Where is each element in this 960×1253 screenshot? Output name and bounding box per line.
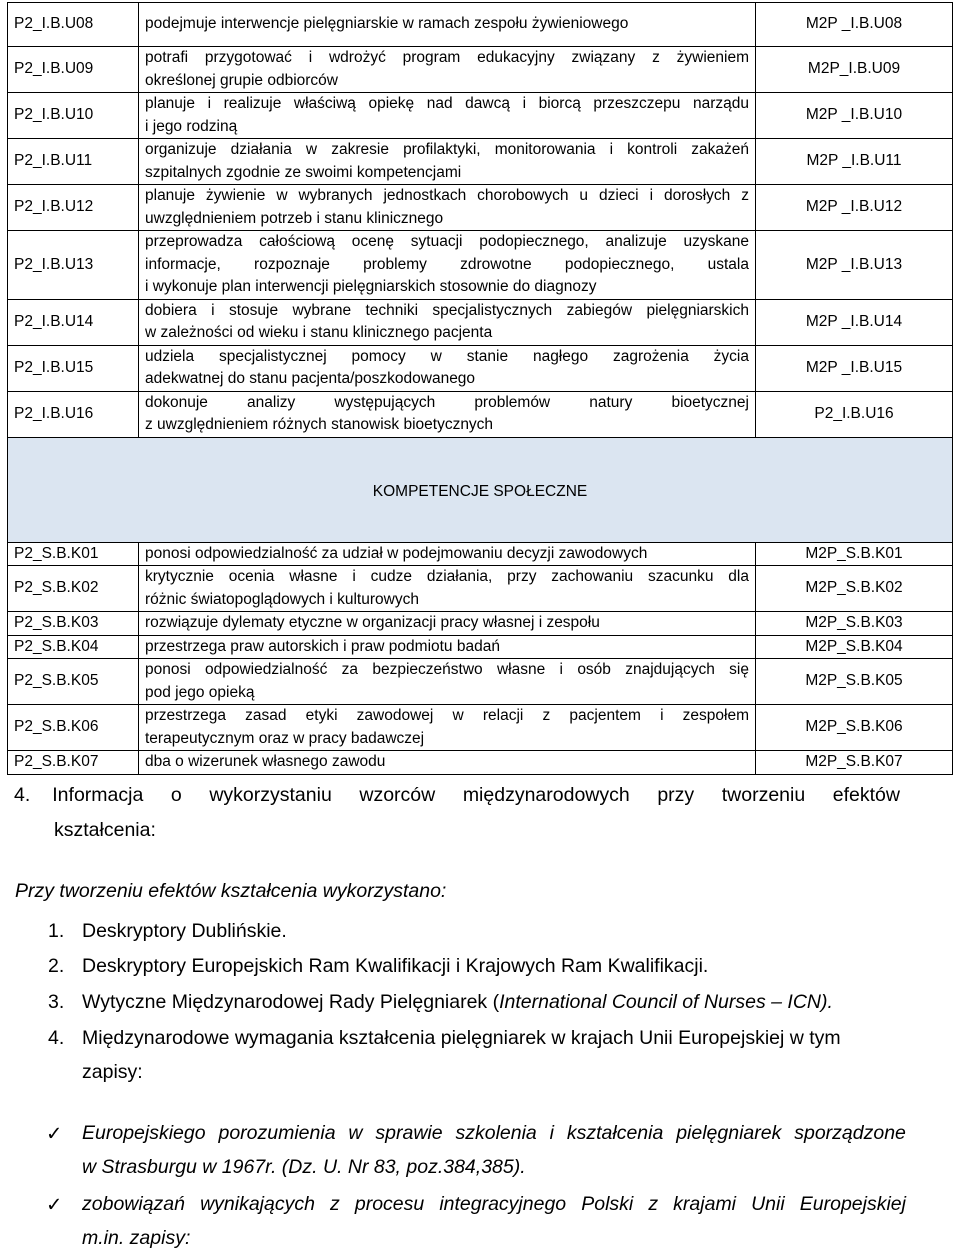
outcome-code: P2_I.B.U09	[8, 47, 139, 93]
outcome-code: P2_I.B.U13	[8, 231, 139, 300]
outcome-description	[139, 391, 756, 437]
outcome-reference: M2P _I.B.U11	[756, 139, 953, 185]
outcome-code: P2_S.B.K06	[8, 705, 139, 751]
description-line: adekwatnej do stanu pacjenta/poszkodowanego	[145, 370, 476, 387]
description-line: informacje, rozpoznaje problemy zdrowotne podopiecznego, ustala	[145, 255, 749, 273]
outcome-description	[139, 185, 756, 231]
outcome-code: P2_S.B.K04	[8, 635, 139, 659]
table-row	[8, 542, 953, 566]
description-line: różnic światopoglądowych i kulturowych	[145, 590, 419, 608]
list-text: Międzynarodowe wymagania kształcenia pielęgniarek w krajach Unii Europejskiej w tym	[82, 1027, 841, 1049]
outcome-code: P2_S.B.K02	[8, 566, 139, 612]
word: wynikających	[200, 1193, 315, 1215]
description-line: przeprowadza całościową ocenę sytuacji podopiecznego, analizuje uzyskane	[145, 233, 749, 250]
outcome-description	[139, 542, 756, 566]
outcome-description	[139, 3, 756, 47]
list-number: 4.	[48, 1027, 65, 1049]
outcome-description	[139, 751, 756, 775]
outcome-description	[139, 705, 756, 751]
check-text-line1	[82, 1193, 906, 1216]
outcome-code: P2_S.B.K07	[8, 751, 139, 775]
description-line: planuje i realizuje właściwą opiekę nad dawcą i biorcą przeszczepu narządu	[145, 95, 749, 112]
word: krajami	[673, 1193, 737, 1215]
outcome-reference: P2_I.B.U16	[756, 391, 953, 437]
word: z	[330, 1193, 340, 1215]
outcome-reference: M2P_S.B.K04	[756, 635, 953, 659]
list-text: Wytyczne Międzynarodowej Rady Pielęgniarek (	[82, 991, 500, 1013]
check-text-line1	[82, 1122, 906, 1145]
outcome-description	[139, 345, 756, 391]
heading-word: o	[170, 784, 182, 806]
word: Europejskiego	[82, 1122, 206, 1144]
outcome-description	[139, 612, 756, 636]
heading-word: międzynarodowych	[462, 784, 630, 806]
list-text-italic: International Council of Nurses – ICN).	[499, 991, 833, 1013]
table-row	[8, 185, 953, 231]
outcome-code: P2_S.B.K01	[8, 542, 139, 566]
outcome-code: P2_S.B.K03	[8, 612, 139, 636]
word: porozumienia	[218, 1122, 336, 1144]
word: integracyjnego	[439, 1193, 567, 1215]
outcome-code: P2_I.B.U10	[8, 93, 139, 139]
description-line: uwzględnieniem potrzeb i stanu klinicznego	[145, 209, 444, 227]
list-text-continued: zapisy:	[82, 1061, 143, 1083]
description-line: dba o wizerunek własnego zawodu	[145, 753, 386, 770]
outcome-description	[139, 299, 756, 345]
section-4-heading-line1	[14, 784, 900, 812]
outcome-reference: M2P _I.B.U13	[756, 231, 953, 300]
description-line: w zależności od wieku i stanu klinicznego pacjenta	[145, 324, 493, 341]
word: zobowiązań	[82, 1193, 185, 1215]
word: sprawie	[375, 1122, 443, 1144]
word: Polski	[581, 1193, 634, 1215]
word: kształcenia	[566, 1122, 664, 1144]
description-line: ponosi odpowiedzialność za udział w podejmowaniu decyzji zawodowych	[145, 544, 648, 562]
check-text-line2: m.in. zapisy:	[82, 1227, 191, 1249]
list-item	[48, 955, 708, 978]
table-row	[8, 612, 953, 636]
description-line: przestrzega zasad etyki zawodowej w relacji z pacjentem i zespołem	[145, 707, 749, 724]
outcome-code: P2_I.B.U11	[8, 139, 139, 185]
table-row	[8, 566, 953, 612]
description-line: i wykonuje plan interwencji pielęgniarskich stosownie do diagnozy	[145, 278, 597, 295]
description-line: przestrzega praw autorskich i praw podmiotu badań	[145, 637, 500, 655]
section-header: KOMPETENCJE SPOŁECZNE	[8, 437, 953, 542]
heading-word: tworzeniu	[721, 784, 806, 806]
list-number: 2.	[48, 955, 65, 977]
table-row	[8, 635, 953, 659]
word: pielęgniarek	[676, 1122, 782, 1144]
outcome-description	[139, 566, 756, 612]
description-line: pod jego opieką	[145, 683, 255, 701]
description-line: z uwzględnieniem różnych stanowisk bioetycznych	[145, 416, 494, 433]
description-line: dokonuje analizy występujących problemów natury bioetycznej	[145, 393, 749, 411]
section-number: 4.	[14, 784, 31, 806]
outcome-description	[139, 231, 756, 300]
table-row	[8, 139, 953, 185]
word: z	[648, 1193, 659, 1215]
table-row	[8, 345, 953, 391]
heading-words	[52, 784, 900, 812]
description-line: krytycznie ocenia własne i cudze działania, przy zachowaniu szacunku dla	[145, 568, 749, 585]
table-row	[8, 751, 953, 775]
outcome-reference: M2P_S.B.K01	[756, 542, 953, 566]
outcome-description	[139, 47, 756, 93]
heading-word: Informacja	[52, 784, 144, 806]
outcome-reference: M2P_S.B.K07	[756, 751, 953, 775]
section-header-row	[8, 437, 953, 542]
outcome-code: P2_I.B.U14	[8, 299, 139, 345]
section-4-heading-line2: kształcenia:	[54, 819, 156, 841]
outcome-description	[139, 93, 756, 139]
list-item	[48, 920, 287, 943]
description-line: planuje żywienie w wybranych jednostkach chorobowych u dzieci i dorosłych z	[145, 187, 749, 204]
heading-word: przy	[657, 784, 695, 806]
outcome-code: P2_I.B.U16	[8, 391, 139, 437]
outcome-reference: M2P_I.B.U09	[756, 47, 953, 93]
description-line: szpitalnych zgodnie ze swoimi kompetencjami	[145, 163, 462, 181]
table-row	[8, 3, 953, 47]
outcome-reference: M2P _I.B.U08	[756, 3, 953, 47]
description-line: terapeutycznym oraz w pracy badawczej	[145, 729, 425, 747]
check-text-line2: w Strasburgu w 1967r. (Dz. U. Nr 83, poz.384,385).	[82, 1156, 526, 1178]
description-line: podejmuje interwencje pielęgniarskie w ramach zespołu żywieniowego	[145, 15, 629, 33]
outcome-reference: M2P_S.B.K02	[756, 566, 953, 612]
outcomes-table	[7, 2, 953, 775]
outcome-reference: M2P_S.B.K03	[756, 612, 953, 636]
section-4-heading	[14, 784, 900, 842]
table-row	[8, 659, 953, 705]
outcome-code: P2_I.B.U12	[8, 185, 139, 231]
list-number: 1.	[48, 920, 65, 942]
table-row	[8, 231, 953, 300]
outcome-reference: M2P _I.B.U12	[756, 185, 953, 231]
word: szkolenia	[455, 1122, 537, 1144]
word: i	[549, 1122, 554, 1144]
outcome-description	[139, 659, 756, 705]
outcome-code: P2_S.B.K05	[8, 659, 139, 705]
outcome-reference: M2P_S.B.K06	[756, 705, 953, 751]
heading-word: wykorzystaniu	[209, 784, 332, 806]
outcome-code: P2_I.B.U08	[8, 3, 139, 47]
description-line: i jego rodziną	[145, 117, 238, 135]
word: procesu	[354, 1193, 425, 1215]
word: sporządzone	[794, 1122, 906, 1144]
heading-word: wzorców	[359, 784, 436, 806]
outcome-reference: M2P _I.B.U10	[756, 93, 953, 139]
outcome-reference: M2P_S.B.K05	[756, 659, 953, 705]
list-text: Deskryptory Dublińskie.	[82, 920, 287, 942]
checkmark-icon: ✓	[46, 1123, 63, 1145]
outcome-code: P2_I.B.U15	[8, 345, 139, 391]
description-line: organizuje działania w zakresie profilaktyki, monitorowania i kontroli zakażeń	[145, 141, 749, 158]
list-item	[48, 1027, 841, 1083]
word: Europejskiej	[799, 1193, 906, 1215]
table-row	[8, 299, 953, 345]
word: w	[348, 1122, 363, 1144]
table-row	[8, 705, 953, 751]
description-line: udziela specjalistycznej pomocy w stanie nagłego zagrożenia życia	[145, 347, 749, 365]
description-line: dobiera i stosuje wybrane techniki specjalistycznych zabiegów pielęgniarskich	[145, 301, 749, 319]
table-row	[8, 47, 953, 93]
outcome-description	[139, 139, 756, 185]
table-row	[8, 391, 953, 437]
list-item	[48, 991, 833, 1014]
list-text: Deskryptory Europejskich Ram Kwalifikacji i Krajowych Ram Kwalifikacji.	[82, 955, 709, 977]
description-line: określonej grupie odbiorców	[145, 71, 339, 89]
intro-text: Przy tworzeniu efektów kształcenia wykorzystano:	[15, 880, 447, 902]
table-row	[8, 93, 953, 139]
checkmark-icon: ✓	[46, 1194, 63, 1216]
description-line: potrafi przygotować i wdrożyć program edukacyjny związany z żywieniem	[145, 49, 749, 66]
description-line: rozwiązuje dylematy etyczne w organizacji pracy własnej i zespołu	[145, 614, 600, 631]
outcome-reference: M2P _I.B.U15	[756, 345, 953, 391]
heading-word: efektów	[832, 784, 900, 806]
outcome-reference: M2P _I.B.U14	[756, 299, 953, 345]
description-line: ponosi odpowiedzialność za bezpieczeństwo własne i osób znajdujących się	[145, 661, 749, 678]
word: Unii	[751, 1193, 785, 1215]
outcome-description	[139, 635, 756, 659]
list-number: 3.	[48, 991, 65, 1013]
